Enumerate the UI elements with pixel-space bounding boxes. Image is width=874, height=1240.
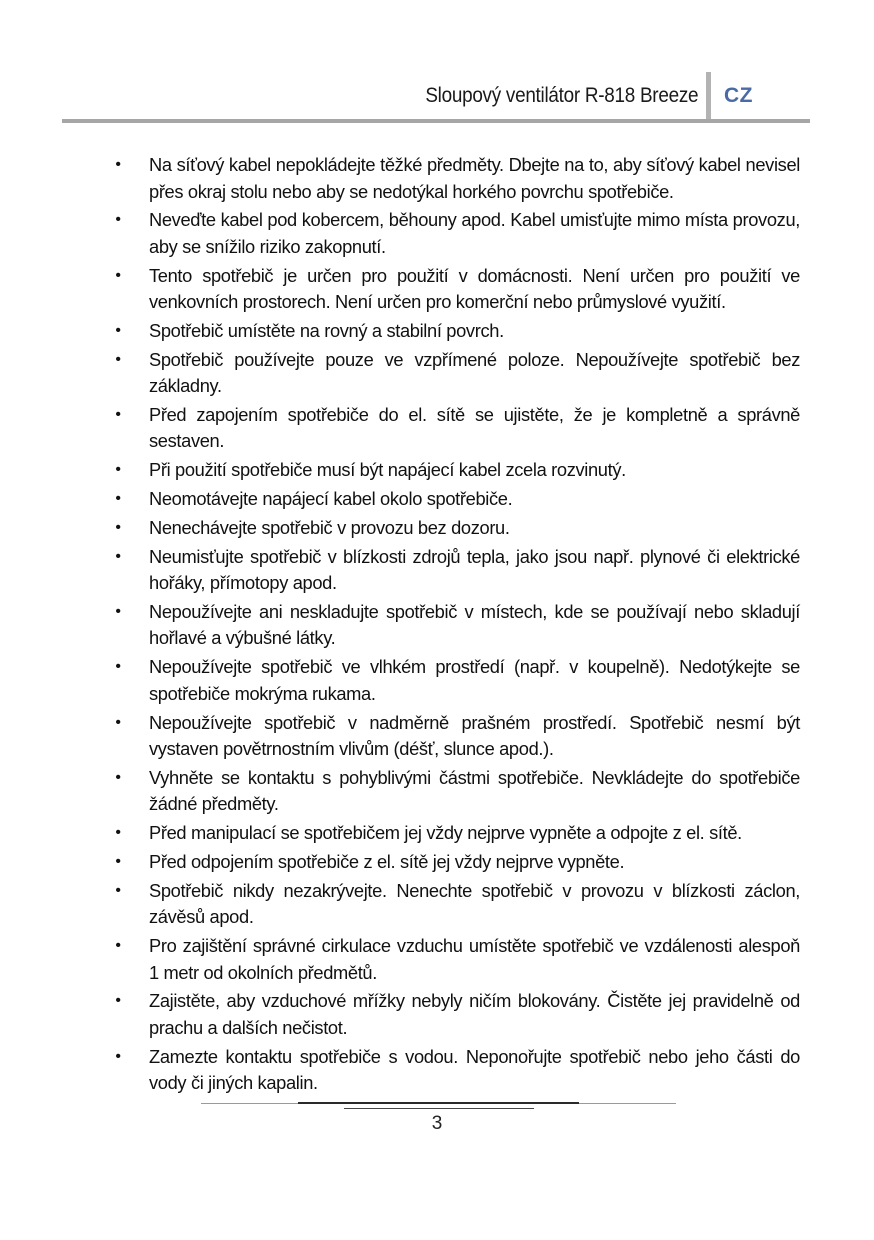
list-item	[112, 654, 800, 707]
page-header	[0, 0, 874, 124]
list-item	[112, 1044, 800, 1097]
footer-rule	[344, 1108, 534, 1109]
bullet-icon: •	[115, 602, 121, 620]
bullet-icon: •	[115, 1047, 121, 1065]
bullet-icon: •	[115, 518, 121, 536]
list-item-text: Spotřebič používejte pouze ve vzpřímené poloze. Nepoužívejte spotřebič bez základny.	[149, 348, 800, 397]
list-item	[112, 207, 800, 260]
list-item-text: Nenechávejte spotřebič v provozu bez dozoru.	[149, 516, 510, 538]
list-item	[112, 318, 800, 345]
list-item	[112, 849, 800, 876]
list-item-text: Před manipulací se spotřebičem jej vždy nejprve vypněte a odpojte z el. sítě.	[149, 822, 742, 844]
list-item	[112, 457, 800, 484]
list-item	[112, 544, 800, 597]
bullet-icon: •	[115, 490, 121, 508]
list-item-text: Spotřebič nikdy nezakrývejte. Nenechte spotřebič v provozu v blízkosti záclon, závěsů apod.	[149, 879, 800, 928]
list-item	[112, 152, 800, 205]
list-item-text: Vyhněte se kontaktu s pohyblivými částmi spotřebiče. Nevkládejte do spotřebiče žádné předměty.	[149, 766, 800, 815]
list-item-text: Nepoužívejte ani neskladujte spotřebič v místech, kde se používají nebo skladují hořlavé a výbušné látky.	[149, 600, 800, 649]
list-item-text: Při použití spotřebiče musí být napájecí kabel zcela rozvinutý.	[149, 459, 626, 481]
bullet-icon: •	[115, 768, 121, 786]
list-item	[112, 710, 800, 763]
list-item	[112, 263, 800, 316]
list-item	[112, 599, 800, 652]
bullet-icon: •	[115, 824, 121, 842]
language-code: CZ	[724, 84, 753, 107]
footer-rule	[298, 1102, 579, 1104]
bullet-icon: •	[115, 321, 121, 339]
bullet-icon: •	[115, 547, 121, 565]
header-divider	[706, 72, 711, 120]
list-item	[112, 988, 800, 1041]
bullet-icon: •	[115, 266, 121, 284]
list-item	[112, 402, 800, 455]
list-item-text: Před zapojením spotřebiče do el. sítě se ujistěte, že je kompletně a správně sestaven.	[149, 403, 800, 452]
list-item-text: Nepoužívejte spotřebič v nadměrně prašném prostředí. Spotřebič nesmí být vystaven povětrnostním vlivům (déšť, slunce apod.).	[149, 711, 800, 760]
bullet-icon: •	[115, 658, 121, 676]
list-item-text: Neomotávejte napájecí kabel okolo spotřebiče.	[149, 488, 513, 510]
list-item-text: Spotřebič umístěte na rovný a stabilní povrch.	[149, 319, 504, 341]
bullet-list	[112, 152, 800, 1097]
bullet-icon: •	[115, 211, 121, 229]
list-item-text: Neumisťujte spotřebič v blízkosti zdrojů tepla, jako jsou např. plynové či elektrické hořáky, přímotopy apod.	[149, 545, 800, 594]
list-item	[112, 486, 800, 513]
list-item-text: Tento spotřebič je určen pro použití v domácnosti. Není určen pro použití ve venkovních prostorech. Není určen pro komerční nebo průmyslové využití.	[149, 264, 800, 313]
list-item-text: Zamezte kontaktu spotřebiče s vodou. Neponořujte spotřebič nebo jeho části do vody či jiných kapalin.	[149, 1045, 800, 1094]
list-item	[112, 765, 800, 818]
bullet-icon: •	[115, 992, 121, 1010]
safety-instructions	[112, 152, 800, 1099]
header-rule	[62, 119, 810, 123]
bullet-icon: •	[115, 937, 121, 955]
list-item	[112, 515, 800, 542]
list-item-text: Na síťový kabel nepokládejte těžké předměty. Dbejte na to, aby síťový kabel nevisel přes okraj stolu nebo aby se nedotýkal horkého povrchu spotřebiče.	[149, 154, 800, 202]
list-item-text: Zajistěte, aby vzduchové mřížky nebyly ničím blokovány. Čistěte jej pravidelně od prachu a dalších nečistot.	[149, 990, 800, 1038]
list-item-text: Nepoužívejte spotřebič ve vlhkém prostředí (např. v koupelně). Nedotýkejte se spotřebiče mokrýma rukama.	[149, 656, 800, 704]
list-item	[112, 933, 800, 986]
list-item-text: Před odpojením spotřebiče z el. sítě jej vždy nejprve vypněte.	[149, 850, 625, 872]
list-item	[112, 347, 800, 400]
bullet-icon: •	[115, 852, 121, 870]
bullet-icon: •	[115, 881, 121, 899]
bullet-icon: •	[115, 461, 121, 479]
list-item	[112, 878, 800, 931]
bullet-icon: •	[115, 350, 121, 368]
list-item-text: Neveďte kabel pod kobercem, běhouny apod. Kabel umisťujte mimo místa provozu, aby se snížilo riziko zakopnutí.	[149, 209, 800, 257]
page-number: 3	[431, 1113, 443, 1134]
bullet-icon: •	[115, 156, 121, 173]
list-item-text: Pro zajištění správné cirkulace vzduchu umístěte spotřebič ve vzdálenosti alespoň 1 metr od okolních předmětů.	[149, 935, 800, 983]
bullet-icon: •	[115, 713, 121, 731]
list-item	[112, 820, 800, 847]
bullet-icon: •	[115, 405, 121, 423]
document-title: Sloupový ventilátor R-818 Breeze	[425, 84, 698, 107]
